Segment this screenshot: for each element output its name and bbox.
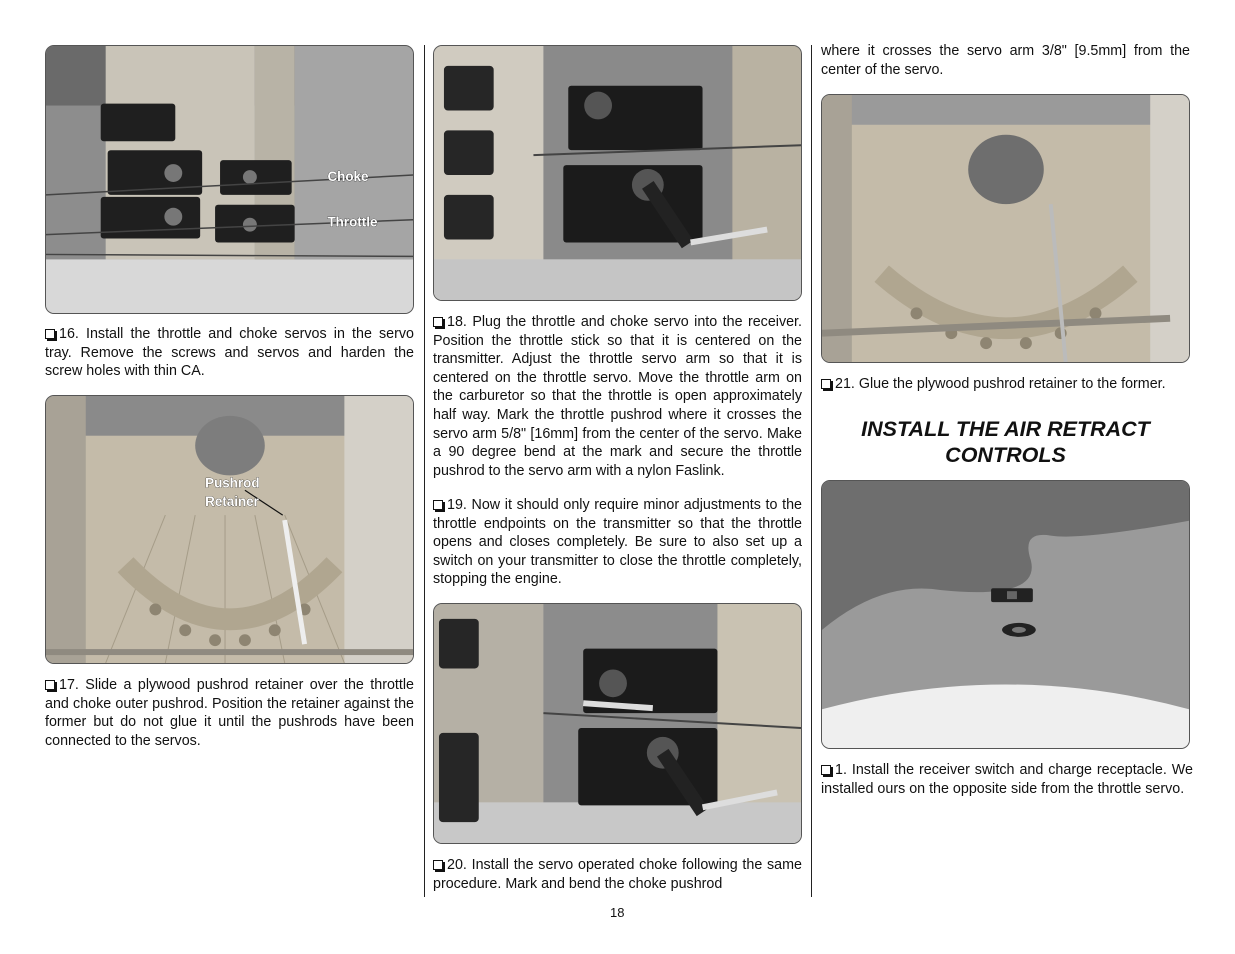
page-number: 18 <box>610 905 625 920</box>
photo-label-retainer: Retainer <box>205 494 259 510</box>
step-20-continued: where it crosses the servo arm 3/8" [9.5mm] from the center of the servo. <box>821 43 1190 78</box>
checkbox-icon <box>45 680 55 690</box>
column-divider-left <box>424 45 425 897</box>
photo-pushrod-retainer <box>45 395 414 664</box>
step-18: 18. Plug the throttle and choke servo into the receiver. Position the throttle stick so that it is centered on the transmitter. Adjust the throttle servo arm so that it is centered on the throttle servo. Move the throttle arm on the carburetor so that the throttle is open approximately half way. Mark the throttle pushrod where it crosses the servo arm 5/8" [16mm] from the center of the servo. Make a 90 degree bend at the mark and secure the throttle pushrod to the servo arm with a nylon Faslink. <box>433 314 802 479</box>
checkbox-icon <box>433 860 443 870</box>
section-heading-line2: CONTROLS <box>945 443 1066 467</box>
photo-glued-retainer <box>821 94 1190 363</box>
photo-label-throttle: Throttle <box>327 214 378 230</box>
checkbox-icon <box>433 500 443 510</box>
step-16: 16. Install the throttle and choke servos in the servo tray. Remove the screws and servos and harden the screw holes with thin CA. <box>45 326 414 380</box>
photo-throttle-servo <box>433 45 802 301</box>
photo-servo-tray <box>45 45 414 314</box>
section-heading-line1: INSTALL THE AIR RETRACT <box>861 417 1150 441</box>
step-1-retract: 1. Install the receiver switch and charge receptacle. We installed ours on the opposite side from the throttle servo. <box>821 762 1193 797</box>
photo-label-choke: Choke <box>327 169 369 184</box>
column-divider-right <box>811 45 812 897</box>
step-20: 20. Install the servo operated choke following the same procedure. Mark and bend the choke pushrod <box>433 857 802 892</box>
photo-choke-servo <box>433 603 802 844</box>
checkbox-icon <box>821 765 831 775</box>
step-21: 21. Glue the plywood pushrod retainer to the former. <box>821 375 1201 394</box>
photo-receiver-switch <box>821 480 1190 749</box>
section-heading <box>821 416 1190 468</box>
step-17: 17. Slide a plywood pushrod retainer over the throttle and choke outer pushrod. Position the retainer against the former but do not glue it until the pushrods have been connected to the servos. <box>45 677 414 749</box>
step-19: 19. Now it should only require minor adjustments to the throttle endpoints on the transmitter so that the throttle opens and closes completely. Be sure to also set up a switch on your transmitter to close the throttle completely, stopping the engine. <box>433 497 802 588</box>
checkbox-icon <box>821 379 831 389</box>
photo-label-pushrod: Pushrod <box>205 475 260 491</box>
checkbox-icon <box>45 329 55 339</box>
checkbox-icon <box>433 317 443 327</box>
